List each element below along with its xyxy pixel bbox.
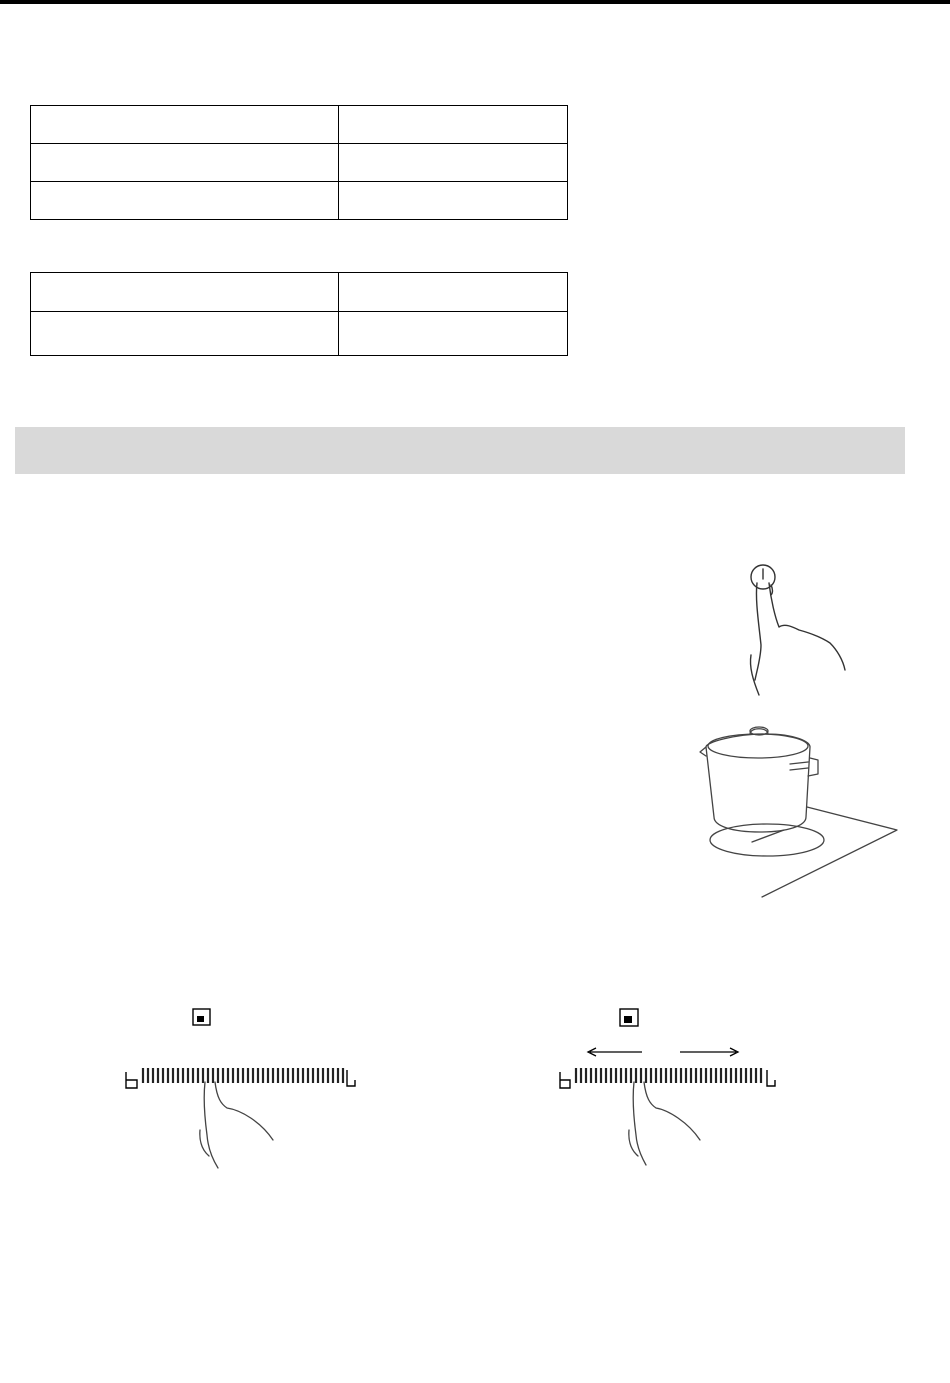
section-header-bar <box>15 427 905 474</box>
table-cell <box>31 144 339 182</box>
table-cell <box>31 182 339 220</box>
top-rule <box>0 0 950 4</box>
slider-swipe-icon <box>550 1000 800 1175</box>
table-row <box>31 273 568 312</box>
slider-touch-icon <box>115 1000 375 1175</box>
table-cell <box>31 106 339 144</box>
spec-table-2 <box>30 272 568 356</box>
pot-on-hob-icon <box>692 722 902 900</box>
table-row <box>31 144 568 182</box>
table-cell <box>31 312 339 356</box>
table-cell <box>339 273 568 312</box>
table-cell <box>31 273 339 312</box>
table-cell <box>339 106 568 144</box>
table-row <box>31 106 568 144</box>
finger-touch-icon <box>735 555 860 705</box>
table-row <box>31 312 568 356</box>
spec-table-1 <box>30 105 568 220</box>
table-cell <box>339 182 568 220</box>
slider-ticks <box>576 1068 761 1083</box>
table-cell <box>339 312 568 356</box>
table-cell <box>339 144 568 182</box>
slider-ticks <box>143 1068 343 1083</box>
table-row <box>31 182 568 220</box>
